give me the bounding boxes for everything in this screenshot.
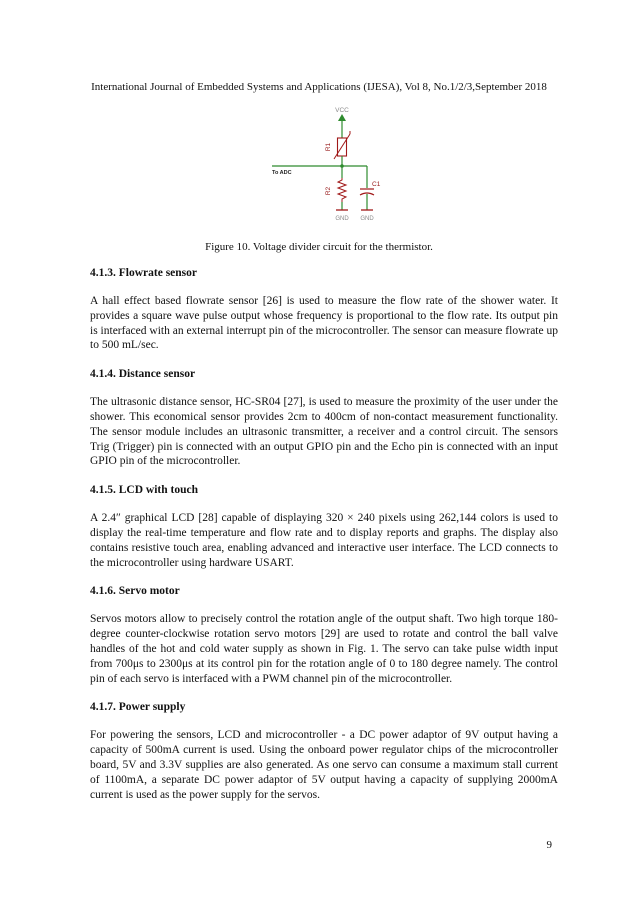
section-paragraph: For powering the sensors, LCD and microcontroller - a DC power adaptor of 9V output having a capacity of 500mA current is used. Using the onboard power regulator chips of the microcontroller board, 5V and 3.3V supplies are also generated. As one servo can consume a maximum stall current of 1100mA, a separate DC power adaptor of 5V output having a capacity of supplying 2000mA current is used as the power supply for the servos. <box>90 729 558 801</box>
section-title: 4.1.7. Power supply <box>90 701 186 714</box>
r2-label: R2 <box>325 186 332 196</box>
section-flowrate-sensor <box>90 266 558 353</box>
circuit-schematic <box>262 104 392 229</box>
voltage-divider-figure <box>262 104 392 229</box>
c1-label: C1 <box>372 181 381 188</box>
section-paragraph: Servos motors allow to precisely control the rotation angle of the output shaft. Two high torque 180-degree counter-clockwise rotation servo motors [29] are used to rotate and control the ball valve handles of the hot and cold water supply as shown in Fig. 1. The servo can take pulse width input from 700μs to 2300μs at its control pin for the rotation angle of 0 to 180 degree namely. The control pin of each servo is interfaced with a PWM channel pin of the microcontroller. <box>90 613 558 685</box>
section-power-supply <box>90 700 558 802</box>
section-paragraph: A 2.4″ graphical LCD [28] capable of displaying 320 × 240 pixels using 262,144 colors is used to display the real-time temperature and flow rate and to display reports and graphs. The display also contains resistive touch area, enabling advanced and interactive user interface. The LCD connects to the microcontroller using hardware USART. <box>90 512 558 569</box>
body-text <box>90 266 558 816</box>
section-title: 4.1.4. Distance sensor <box>90 368 196 381</box>
to-adc-label: To ADC <box>272 170 292 176</box>
section-servo-motor <box>90 584 558 686</box>
gnd-left-label: GND <box>335 216 349 222</box>
vcc-arrow-icon <box>338 114 346 138</box>
gnd-right-label: GND <box>360 216 374 222</box>
section-lcd-with-touch <box>90 483 558 570</box>
r1-label: R1 <box>325 142 332 152</box>
section-paragraph: A hall effect based flowrate sensor [26] is used to measure the flow rate of the shower water. It provides a square wave pulse output whose frequency is proportional to the flow rate. Its output pin is interfaced with an external interrupt pin of the microcontroller. The sensor can measure flowrate up to 500 mL/sec. <box>90 295 558 352</box>
resistor-r2-icon <box>338 178 346 202</box>
section-title: 4.1.6. Servo motor <box>90 585 180 598</box>
running-header: International Journal of Embedded Systems and Applications (IJESA), Vol 8, No.1/2/3,September 2018 <box>91 81 547 93</box>
section-distance-sensor <box>90 367 558 469</box>
figure-caption: Figure 10. Voltage divider circuit for the thermistor. <box>205 241 433 253</box>
section-title: 4.1.3. Flowrate sensor <box>90 267 197 279</box>
vcc-label: VCC <box>335 107 349 114</box>
section-paragraph: The ultrasonic distance sensor, HC-SR04 [27], is used to measure the proximity of the user under the shower. This economical sensor provides 2cm to 400cm of non-contact measurement functionality. The sensor module includes an ultrasonic transmitter, a receiver and a control circuit. The sensors Trig (Trigger) pin is connected with an output GPIO pin and the Echo pin is connected with an input GPIO pin of the microcontroller. <box>90 396 558 468</box>
page-number: 9 <box>546 839 552 851</box>
section-title: 4.1.5. LCD with touch <box>90 484 198 497</box>
